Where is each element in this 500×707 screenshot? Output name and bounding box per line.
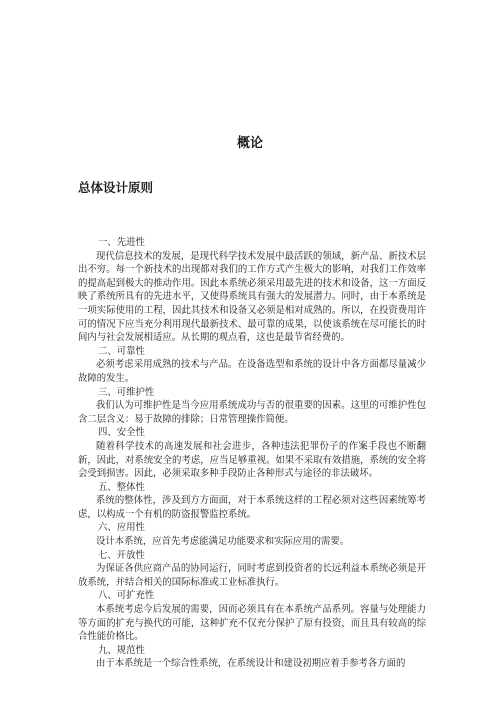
principle-paragraph: 本系统考虑今后发展的需要，因而必须具有在本系统产品系列。容量与处理能力等方面的扩充与换代的可能，这种扩充不仅充分保护了原有投资，而且具有较高的综合性能价格比。 [78, 604, 426, 643]
principle-title: 九、规范性 [98, 644, 145, 656]
section-heading: 总体设计原则 [78, 180, 154, 195]
principle-title: 四、安全性 [98, 427, 145, 439]
principle-paragraph: 系统的整体性，涉及到方方面面，对于本系统这样的工程必须对这些因素统筹考虑，以构成一个有机的防盗报警监控系统。 [78, 495, 426, 520]
page-title: 概论 [236, 136, 263, 151]
principle-paragraph: 必须考虑采用成熟的技术与产品。在设备选型和系统的设计中各方面都尽量减少故障的发生。 [78, 359, 426, 384]
principle-title: 三、可维护性 [98, 386, 155, 398]
principle-title: 六、应用性 [98, 522, 145, 534]
principle-paragraph: 随着科学技术的高速发展和社会进步，各种违法犯罪份子的作案手段也不断翻新，因此，对系统安全的考虑，应当足够重视。如果不采取有效措施，系统的安全将会受到损害。因此，必须采取多种手段防止各种形式与途径的非法破坏。 [78, 440, 426, 480]
principle-paragraph: 我们认为可维护性是当今应用系统成功与否的很重要的因素。这里的可维护性包含二层含义：易于故障的排除；日常管理操作简便。 [78, 400, 426, 425]
principle-title: 八、可扩充性 [98, 590, 155, 602]
principle-paragraph: 现代信息技术的发展，是现代科学技术发展中最活跃的领域，新产品、新技术层出不穷。每一个新技术的出现都对我们的工作方式产生极大的影响，对我们工作效率的提高起到极大的推动作用。因此本系统必须采用最先进的技术和设备，这一方面反映了系统所具有的先进水平，又使得系统具有强大的发展潜力。同时，由于本系统是一项实际使用的工程，因此其技术和设备又必须是相对成熟的。所以，在投资费用许可的情况下应当充分利用现代最新技术、最可靠的成果，以使该系统在尽可能长的时间内与社会发展相适应。从长期的观点看，这也是最节省经费的。 [78, 250, 426, 344]
principle-title: 二、可靠性 [98, 345, 145, 357]
principle-title: 一、先进性 [98, 237, 145, 248]
principle-paragraph: 设计本系统，应首先考虑能满足功能要求和实际应用的需要。 [96, 536, 350, 548]
principle-title: 五、整体性 [98, 481, 145, 493]
principle-title: 七、开放性 [98, 549, 145, 561]
principle-paragraph: 由于本系统是一个综合性系统，在系统设计和建设初期应着手参考各方面的 [96, 658, 406, 670]
document-body [78, 236, 426, 671]
principle-paragraph: 为保证各供应商产品的协同运行，同时考虑到投资者的长远利益本系统必须是开放系统，并结合相关的国际标准或工业标准执行。 [78, 563, 426, 588]
